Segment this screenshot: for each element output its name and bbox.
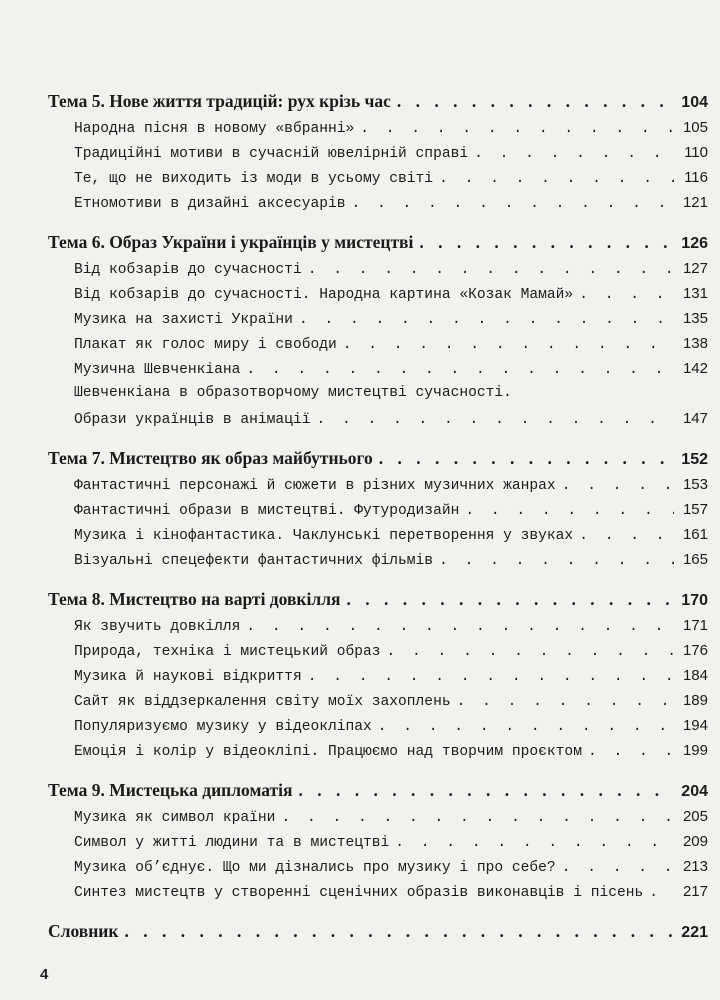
entry-title: Синтез мистецтв у створенні сценічних образів виконавців і пісень bbox=[74, 885, 644, 901]
toc-section bbox=[48, 586, 708, 763]
section-title: Тема 5. Нове життя традицій: рух крізь час bbox=[48, 91, 391, 111]
entry-page: 147 bbox=[682, 410, 708, 427]
entry-title: Традиційні мотиви в сучасній ювелірній справі bbox=[74, 146, 469, 162]
toc-entry[interactable] bbox=[48, 738, 708, 763]
entry-page: 165 bbox=[682, 551, 708, 568]
toc-entry[interactable] bbox=[48, 522, 708, 547]
entry-page: 209 bbox=[682, 833, 708, 850]
dot-leader bbox=[649, 881, 674, 906]
section-title: Тема 9. Мистецька дипломатія bbox=[48, 780, 293, 800]
dot-leader bbox=[360, 117, 674, 142]
dot-leader bbox=[343, 333, 674, 358]
toc-entry[interactable] bbox=[48, 638, 708, 663]
dot-leader bbox=[397, 88, 674, 115]
toc-entry[interactable] bbox=[48, 688, 708, 713]
entry-title: Плакат як голос миру і свободи bbox=[74, 337, 337, 353]
toc-entry[interactable] bbox=[48, 663, 708, 688]
toc-entry[interactable] bbox=[48, 115, 708, 140]
entry-title: Те, що не виходить із моди в усьому світі bbox=[74, 171, 434, 187]
entry-title-line2: Образи українців в анімації bbox=[74, 412, 311, 428]
dot-leader bbox=[352, 192, 675, 217]
dot-leader bbox=[562, 474, 674, 499]
glossary-heading[interactable] bbox=[48, 918, 708, 945]
dot-leader bbox=[246, 615, 674, 640]
entry-page: 171 bbox=[682, 617, 708, 634]
entry-title-line1: Шевченкіана в образотворчому мистецтві сучасності. bbox=[74, 385, 512, 401]
toc-entry[interactable] bbox=[48, 406, 708, 431]
entry-title: Музика об’єднує. Що ми дізнались про музику і про себе? bbox=[74, 860, 556, 876]
entry-page: 110 bbox=[684, 144, 708, 161]
entry-page: 105 bbox=[682, 119, 708, 136]
entry-page: 194 bbox=[682, 717, 708, 734]
toc-entry[interactable] bbox=[48, 613, 708, 638]
entry-title: Від кобзарів до сучасності bbox=[74, 262, 302, 278]
dot-leader bbox=[246, 358, 674, 383]
dot-leader bbox=[439, 549, 674, 574]
entry-title: Візуальні спецефекти фантастичних фільмів bbox=[74, 553, 434, 569]
dot-leader bbox=[579, 524, 674, 549]
dot-leader bbox=[387, 640, 674, 665]
section-heading[interactable] bbox=[48, 88, 708, 115]
dot-leader bbox=[316, 408, 674, 433]
toc-entry[interactable] bbox=[48, 306, 708, 331]
toc-entry[interactable] bbox=[48, 356, 708, 381]
entry-title: Народна пісня в новому «вбранні» bbox=[74, 121, 355, 137]
entry-page: 116 bbox=[684, 169, 708, 186]
dot-leader bbox=[562, 856, 674, 881]
toc-entry[interactable] bbox=[48, 190, 708, 215]
entry-title: Фантастичні персонажі й сюжети в різних музичних жанрах bbox=[74, 478, 556, 494]
dot-leader bbox=[299, 777, 675, 804]
toc-section bbox=[48, 229, 708, 431]
section-page: 204 bbox=[681, 783, 708, 800]
entry-title: Музика на захисті України bbox=[74, 312, 293, 328]
dot-leader bbox=[124, 918, 674, 945]
entry-page: 189 bbox=[682, 692, 708, 709]
entry-page: 142 bbox=[682, 360, 708, 377]
entry-page: 205 bbox=[682, 808, 708, 825]
entry-title: Музика й наукові відкриття bbox=[74, 669, 302, 685]
section-heading[interactable] bbox=[48, 586, 708, 613]
dot-leader bbox=[419, 229, 674, 256]
toc-entry[interactable] bbox=[48, 713, 708, 738]
page-number: 4 bbox=[40, 966, 49, 983]
entry-title: Етномотиви в дизайні аксесуарів bbox=[74, 196, 346, 212]
glossary-title: Словник bbox=[48, 921, 119, 941]
entry-page: 153 bbox=[682, 476, 708, 493]
entry-title: Музика як символ країни bbox=[74, 810, 276, 826]
dot-leader bbox=[378, 715, 674, 740]
dot-leader bbox=[308, 665, 674, 690]
entry-title: Музика і кінофантастика. Чаклунські перетворення у звуках bbox=[74, 528, 574, 544]
entry-page: 161 bbox=[682, 526, 708, 543]
dot-leader bbox=[308, 258, 674, 283]
dot-leader bbox=[588, 740, 674, 765]
entry-title: Популяризуємо музику у відеокліпах bbox=[74, 719, 372, 735]
entry-page: 176 bbox=[682, 642, 708, 659]
entry-page: 127 bbox=[682, 260, 708, 277]
dot-leader bbox=[346, 586, 674, 613]
dot-leader bbox=[474, 142, 674, 167]
dot-leader bbox=[281, 806, 674, 831]
toc-entry[interactable] bbox=[48, 804, 708, 829]
section-title: Тема 8. Мистецтво на варті довкілля bbox=[48, 589, 341, 609]
entry-page: 121 bbox=[682, 194, 708, 211]
section-page: 104 bbox=[681, 94, 708, 111]
table-of-contents bbox=[48, 88, 708, 959]
toc-entry[interactable] bbox=[48, 331, 708, 356]
toc-entry[interactable] bbox=[48, 829, 708, 854]
entry-title: Фантастичні образи в мистецтві. Футуродизайн bbox=[74, 503, 460, 519]
toc-entry[interactable] bbox=[48, 281, 708, 306]
toc-section bbox=[48, 445, 708, 572]
entry-title: Від кобзарів до сучасності. Народна картина «Козак Мамай» bbox=[74, 287, 574, 303]
dot-leader bbox=[457, 690, 674, 715]
entry-title: Природа, техніка і мистецький образ bbox=[74, 644, 381, 660]
dot-leader bbox=[579, 283, 674, 308]
dot-leader bbox=[439, 167, 674, 192]
toc-entry[interactable] bbox=[48, 140, 708, 165]
toc-entry[interactable] bbox=[48, 472, 708, 497]
toc-entry[interactable] bbox=[48, 165, 708, 190]
entry-page: 184 bbox=[682, 667, 708, 684]
entry-page: 157 bbox=[682, 501, 708, 518]
toc-entry[interactable] bbox=[48, 879, 708, 904]
toc-entry[interactable] bbox=[48, 497, 708, 522]
toc-section bbox=[48, 777, 708, 904]
toc-section bbox=[48, 88, 708, 215]
section-page: 126 bbox=[681, 235, 708, 252]
entry-title: Емоція і колір у відеокліпі. Працюємо над творчим проєктом bbox=[74, 744, 582, 760]
entry-title: Символ у житті людини та в мистецтві bbox=[74, 835, 390, 851]
section-title: Тема 6. Образ України і українців у мистецтві bbox=[48, 232, 414, 252]
section-page: 152 bbox=[681, 451, 708, 468]
glossary-page: 221 bbox=[681, 924, 708, 941]
toc-entry[interactable] bbox=[48, 256, 708, 281]
toc-entry[interactable] bbox=[48, 854, 708, 879]
toc-entry-line[interactable] bbox=[48, 381, 708, 406]
dot-leader bbox=[465, 499, 674, 524]
entry-page: 213 bbox=[682, 858, 708, 875]
section-heading[interactable] bbox=[48, 777, 708, 804]
section-heading[interactable] bbox=[48, 445, 708, 472]
dot-leader bbox=[379, 445, 674, 472]
entry-page: 217 bbox=[682, 883, 708, 900]
section-title: Тема 7. Мистецтво як образ майбутнього bbox=[48, 448, 373, 468]
section-heading[interactable] bbox=[48, 229, 708, 256]
entry-page: 199 bbox=[682, 742, 708, 759]
entry-page: 138 bbox=[682, 335, 708, 352]
section-page: 170 bbox=[681, 592, 708, 609]
entry-title: Сайт як віддзеркалення світу моїх захоплень bbox=[74, 694, 451, 710]
entry-title: Музична Шевченкіана bbox=[74, 362, 241, 378]
dot-leader bbox=[299, 308, 674, 333]
dot-leader bbox=[395, 831, 674, 856]
entry-page: 135 bbox=[682, 310, 708, 327]
entry-page: 131 bbox=[682, 285, 708, 302]
entry-title: Як звучить довкілля bbox=[74, 619, 241, 635]
toc-section-glossary bbox=[48, 918, 708, 945]
toc-entry[interactable] bbox=[48, 547, 708, 572]
